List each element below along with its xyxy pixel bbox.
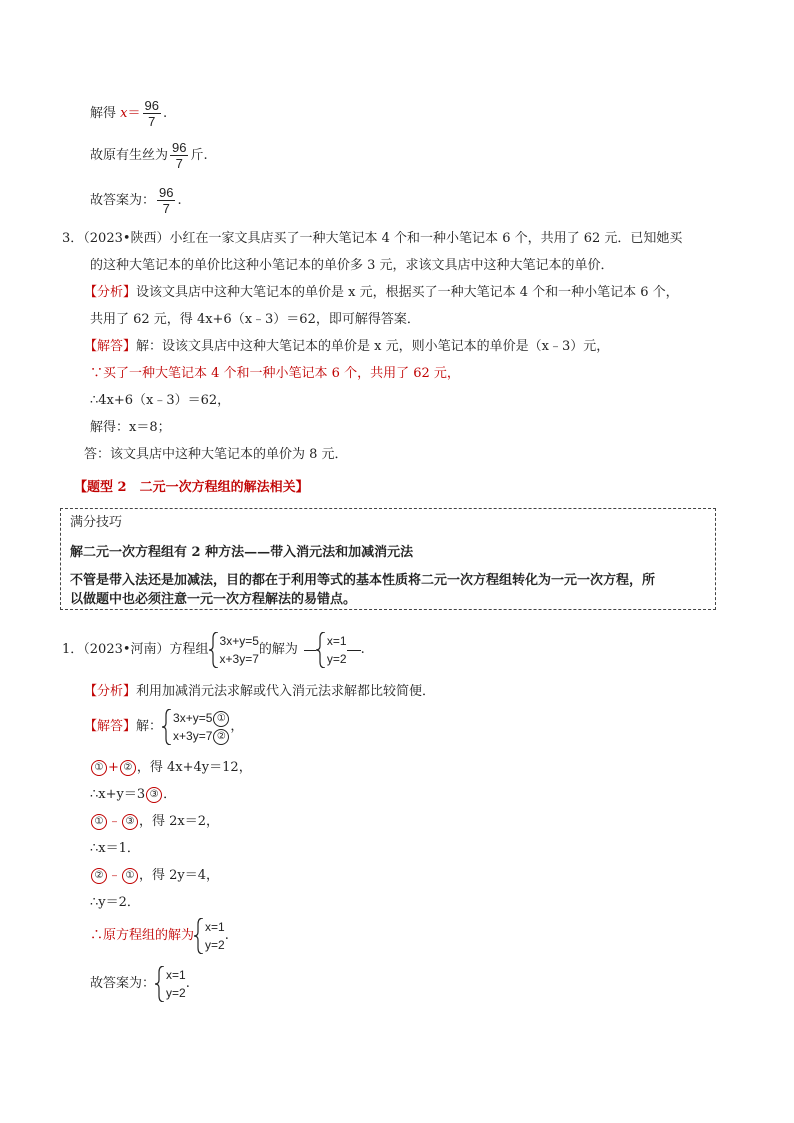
q3-analysis-line1: 【分析】设该文具店中这种大笔记本的单价是 x 元，根据买了一种大笔记本 4 个和一种小笔记本 6 个， — [84, 285, 679, 300]
q3-answer-line3: ∴4x+6（x﹣3）＝62， — [90, 393, 231, 408]
top-solve-line: 解得 x＝ $\frac{96}{7}$ . — [90, 98, 168, 129]
answer-tag: 【解答】 — [84, 339, 137, 354]
tips-heading: 满分技巧 — [70, 515, 123, 530]
equation-system: 3x+y=5 x+3y=7 — [209, 632, 259, 668]
left-brace-icon — [209, 632, 219, 668]
left-brace-icon — [316, 632, 326, 668]
left-brace-icon — [194, 918, 204, 954]
q3-answer-line4: 解得：x＝8； — [90, 420, 171, 435]
analysis-tag: 【分析】 — [84, 684, 137, 699]
q1-step5: ② ﹣ ① ，得 2y＝4， — [90, 867, 219, 885]
q3-stem-line1: 3．（2023•陕西）小红在一家文具店买了一种大笔记本 4 个和一种小笔记本 6 个，共用了 62 元．已知她买 — [62, 231, 683, 246]
q1-step7: ∴原方程组的解为 x=1 y=2 . — [90, 920, 229, 952]
answer-tag: 【解答】 — [84, 719, 137, 734]
q1-step2: ∴x+y＝3 ③ ． — [90, 787, 177, 802]
solution-system: x=1 y=2 — [316, 632, 347, 668]
original-solution-system: x=1 y=2 — [194, 918, 225, 954]
tips-line1: 解二元一次方程组有 2 种方法——带入消元法和加减消元法 — [70, 545, 414, 560]
q3-answer-line5: 答：该文具店中这种大笔记本的单价为 8 元． — [84, 447, 348, 462]
q3-stem-line2: 的这种大笔记本的单价比这种小笔记本的单价多 3 元，求该文具店中这种大笔记本的单价． — [90, 258, 614, 273]
section-title: 【题型 2 二元一次方程组的解法相关】 — [74, 480, 309, 495]
q1-step4: ∴x＝1． — [90, 841, 140, 856]
final-solution-system: x=1 y=2 — [155, 966, 186, 1002]
q3-answer-line1: 【解答】解：设该文具店中这种大笔记本的单价是 x 元，则小笔记本的单价是（x﹣3）元， — [84, 339, 610, 354]
q1-step3: ① ﹣ ③ ，得 2x＝2， — [90, 813, 219, 831]
left-brace-icon — [162, 709, 172, 745]
left-brace-icon — [155, 966, 165, 1002]
q1-step1: ① + ② ，得 4x+4y＝12， — [90, 759, 252, 777]
analysis-tag: 【分析】 — [84, 285, 137, 300]
answer-equation-system: 3x+y=5 ① x+3y=7 ② — [162, 709, 230, 745]
answer-blank-right — [347, 650, 361, 651]
fraction-96-7-b: $\frac{96}{7}$ — [172, 140, 187, 171]
q3-answer-line2: ∵买了一种大笔记本 4 个和一种小笔记本 6 个，共用了 62 元， — [90, 366, 460, 381]
tips-line3: 以做题中也必须注意一元一次方程解法的易错点。 — [70, 592, 357, 607]
fraction-96-7-c: $\frac{96}{7}$ — [159, 185, 174, 216]
q1-answer-system: 【解答】解： 3x+y=5 ① x+3y=7 ② ， — [84, 711, 244, 743]
q1-final: 故答案为： x=1 y=2 . — [90, 968, 190, 1000]
fraction-96-7: $\frac{96}{7}$ — [144, 98, 159, 129]
q1-stem: 1．（2023•河南）方程组 3x+y=5 x+3y=7 的解为 x=1 y=2 . — [62, 634, 365, 666]
top-answer-line: 故答案为： $\frac{96}{7}$ . — [90, 185, 182, 216]
tips-line2: 不管是带入法还是加减法，目的都在于利用等式的基本性质将二元一次方程组转化为一元一次方程，所 — [70, 573, 656, 588]
q1-analysis: 【分析】利用加减消元法求解或代入消元法求解都比较简便． — [84, 684, 436, 699]
q1-step6: ∴y＝2． — [90, 895, 140, 910]
q3-analysis-line2: 共用了 62 元，得 4x+6（x﹣3）＝62，即可解得答案． — [90, 312, 420, 327]
answer-blank-left — [304, 650, 316, 651]
top-silk-line: 故原有生丝为 $\frac{96}{7}$ 斤. — [90, 140, 208, 171]
